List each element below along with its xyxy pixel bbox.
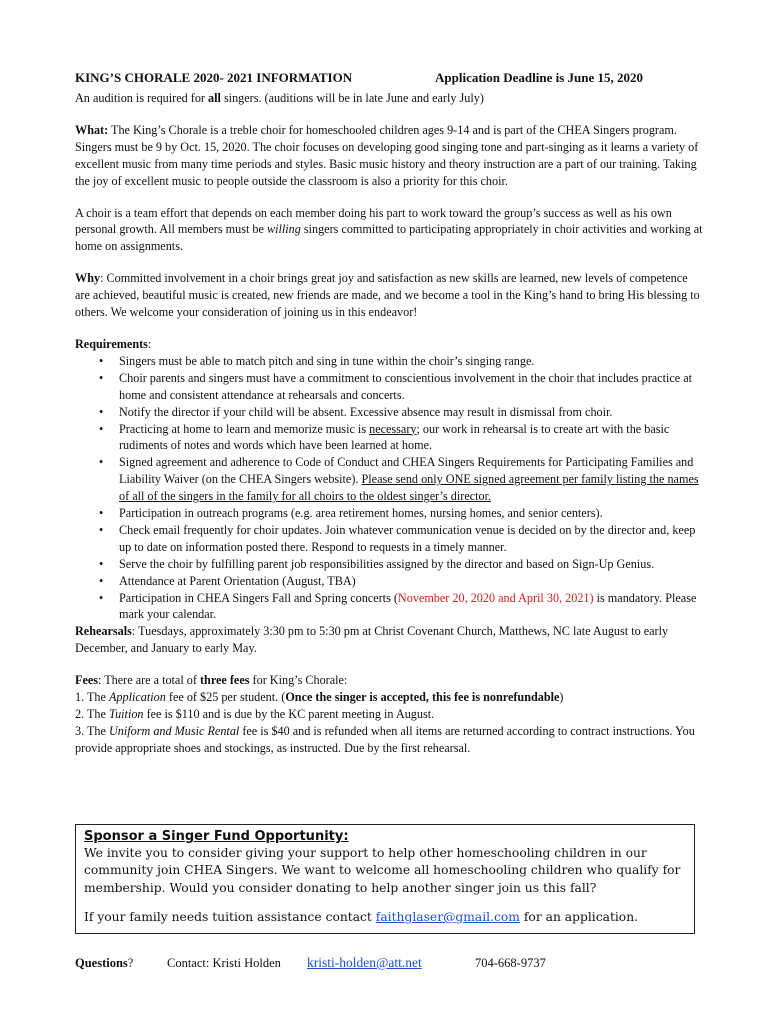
assistance-line: If your family needs tuition assistance contact faithglaser@gmail.com for an application. (84, 909, 639, 924)
fees-section: Fees: There are a total of three fees for King’s Chorale: 1. The Application fee of $25 per student. (Once the singer is accepted, this fee is nonrefundable) 2. The Tuition fee is $110 and is due by the KC parent meeting in August. 3. The Uniform and Music Rental fee is $40 and is refunded when all items are returned according to contract instructions. You provide appropriate shoes and stockings, as instructed. Due by the first rehearsal. (75, 673, 695, 755)
list-item: • Choir parents and singers must have a commitment to conscientious involvement in the choir that includes practice at home and consistent attendance at rehearsals and concerts. (119, 370, 703, 404)
list-item: • Participation in outreach programs (e.g. area retirement homes, nursing homes, and senior centers). (119, 505, 703, 522)
requirements-list (75, 353, 703, 624)
header (75, 70, 703, 90)
contact-name: Contact: Kristi Holden (167, 956, 281, 970)
rehearsals-paragraph: Rehearsals: Tuesdays, approximately 3:30 pm to 5:30 pm at Christ Covenant Church, Matthews, NC late August to early December, and January to early May. (75, 624, 669, 656)
contact-email-link[interactable]: kristi-holden@att.net (307, 955, 422, 970)
list-item: • Serve the choir by fulfilling parent job responsibilities assigned by the director and based on Sign-Up Genius. (119, 556, 703, 573)
list-item: • Practicing at home to learn and memorize music is necessary; our work in rehearsal is to create art with the basic rudiments of notes and words which have been learned at home. (119, 421, 703, 455)
team-paragraph: A choir is a team effort that depends on each member doing his part to work toward the group’s success as well as his own personal growth. All members must be willing singers committed to participating appropriately in choir activities and working at home on assignments. (75, 205, 703, 254)
header-title: KING’S CHORALE 2020- 2021 INFORMATION (75, 70, 353, 85)
list-item: • Signed agreement and adherence to Code of Conduct and CHEA Singers Requirements for Participating Families and Liability Waiver (on the CHEA Singers website). Please send only ONE signed agreement per family listing the names of all of the singers in the family for all choirs to the oldest singer’s director. (119, 454, 703, 505)
list-item: • Attendance at Parent Orientation (August, TBA) (119, 573, 703, 590)
sponsor-box (75, 824, 695, 934)
concert-dates: November 20, 2020 and April 30, 2021) (397, 590, 594, 605)
questions-label: Questions? (75, 956, 134, 970)
contact-phone: 704-668-9737 (475, 956, 546, 970)
what-paragraph: What: The King’s Chorale is a treble choir for homeschooled children ages 9-14 and is part of the CHEA Singers program. Singers must be 9 by Oct. 15, 2020. The choir focuses on developing good singing tone and part-singing as it learns a variety of excellent music from many time periods and styles. Basic music history and theory instruction are a part of our training. Taking the joy of excellent music to people outside the classroom is also a priority for this choir. (75, 122, 699, 188)
requirements-heading: Requirements: (75, 336, 152, 351)
sponsor-title: Sponsor a Singer Fund Opportunity: (84, 829, 349, 844)
assistance-email-link[interactable]: faithglaser@gmail.com (375, 909, 520, 924)
list-item: • Singers must be able to match pitch and sing in tune within the choir’s singing range. (119, 353, 703, 370)
list-item: • Check email frequently for choir updates. Join whatever communication venue is decided on by the director and, keep up to date on information posted there. Respond to requests in a timely manner. (119, 522, 703, 556)
list-item: • Notify the director if your child will be absent. Excessive absence may result in dismissal from choir. (119, 404, 703, 421)
audition-paragraph: An audition is required for all singers. (auditions will be in late June and early July) (75, 91, 484, 105)
application-deadline: Application Deadline is June 15, 2020 (435, 70, 644, 85)
why-paragraph: Why: Committed involvement in a choir brings great joy and satisfaction as new skills are learned, new levels of competence are achieved, beautiful music is created, new friends are made, and we become a tool in the King’s hand to bring His blessing to others. We welcome your consideration of joining us in this endeavor! (75, 271, 700, 320)
document-body (75, 70, 703, 757)
list-item: • Participation in CHEA Singers Fall and Spring concerts (November 20, 2020 and April 30, 2021) is mandatory. Please mark your calendar. (119, 590, 703, 624)
sponsor-text: We invite you to consider giving your support to help other homeschooling children in our community join CHEA Singers. We want to welcome all homeschooling children who qualify for membership. Would you consider donating to help another singer join us this fall? (84, 846, 681, 895)
